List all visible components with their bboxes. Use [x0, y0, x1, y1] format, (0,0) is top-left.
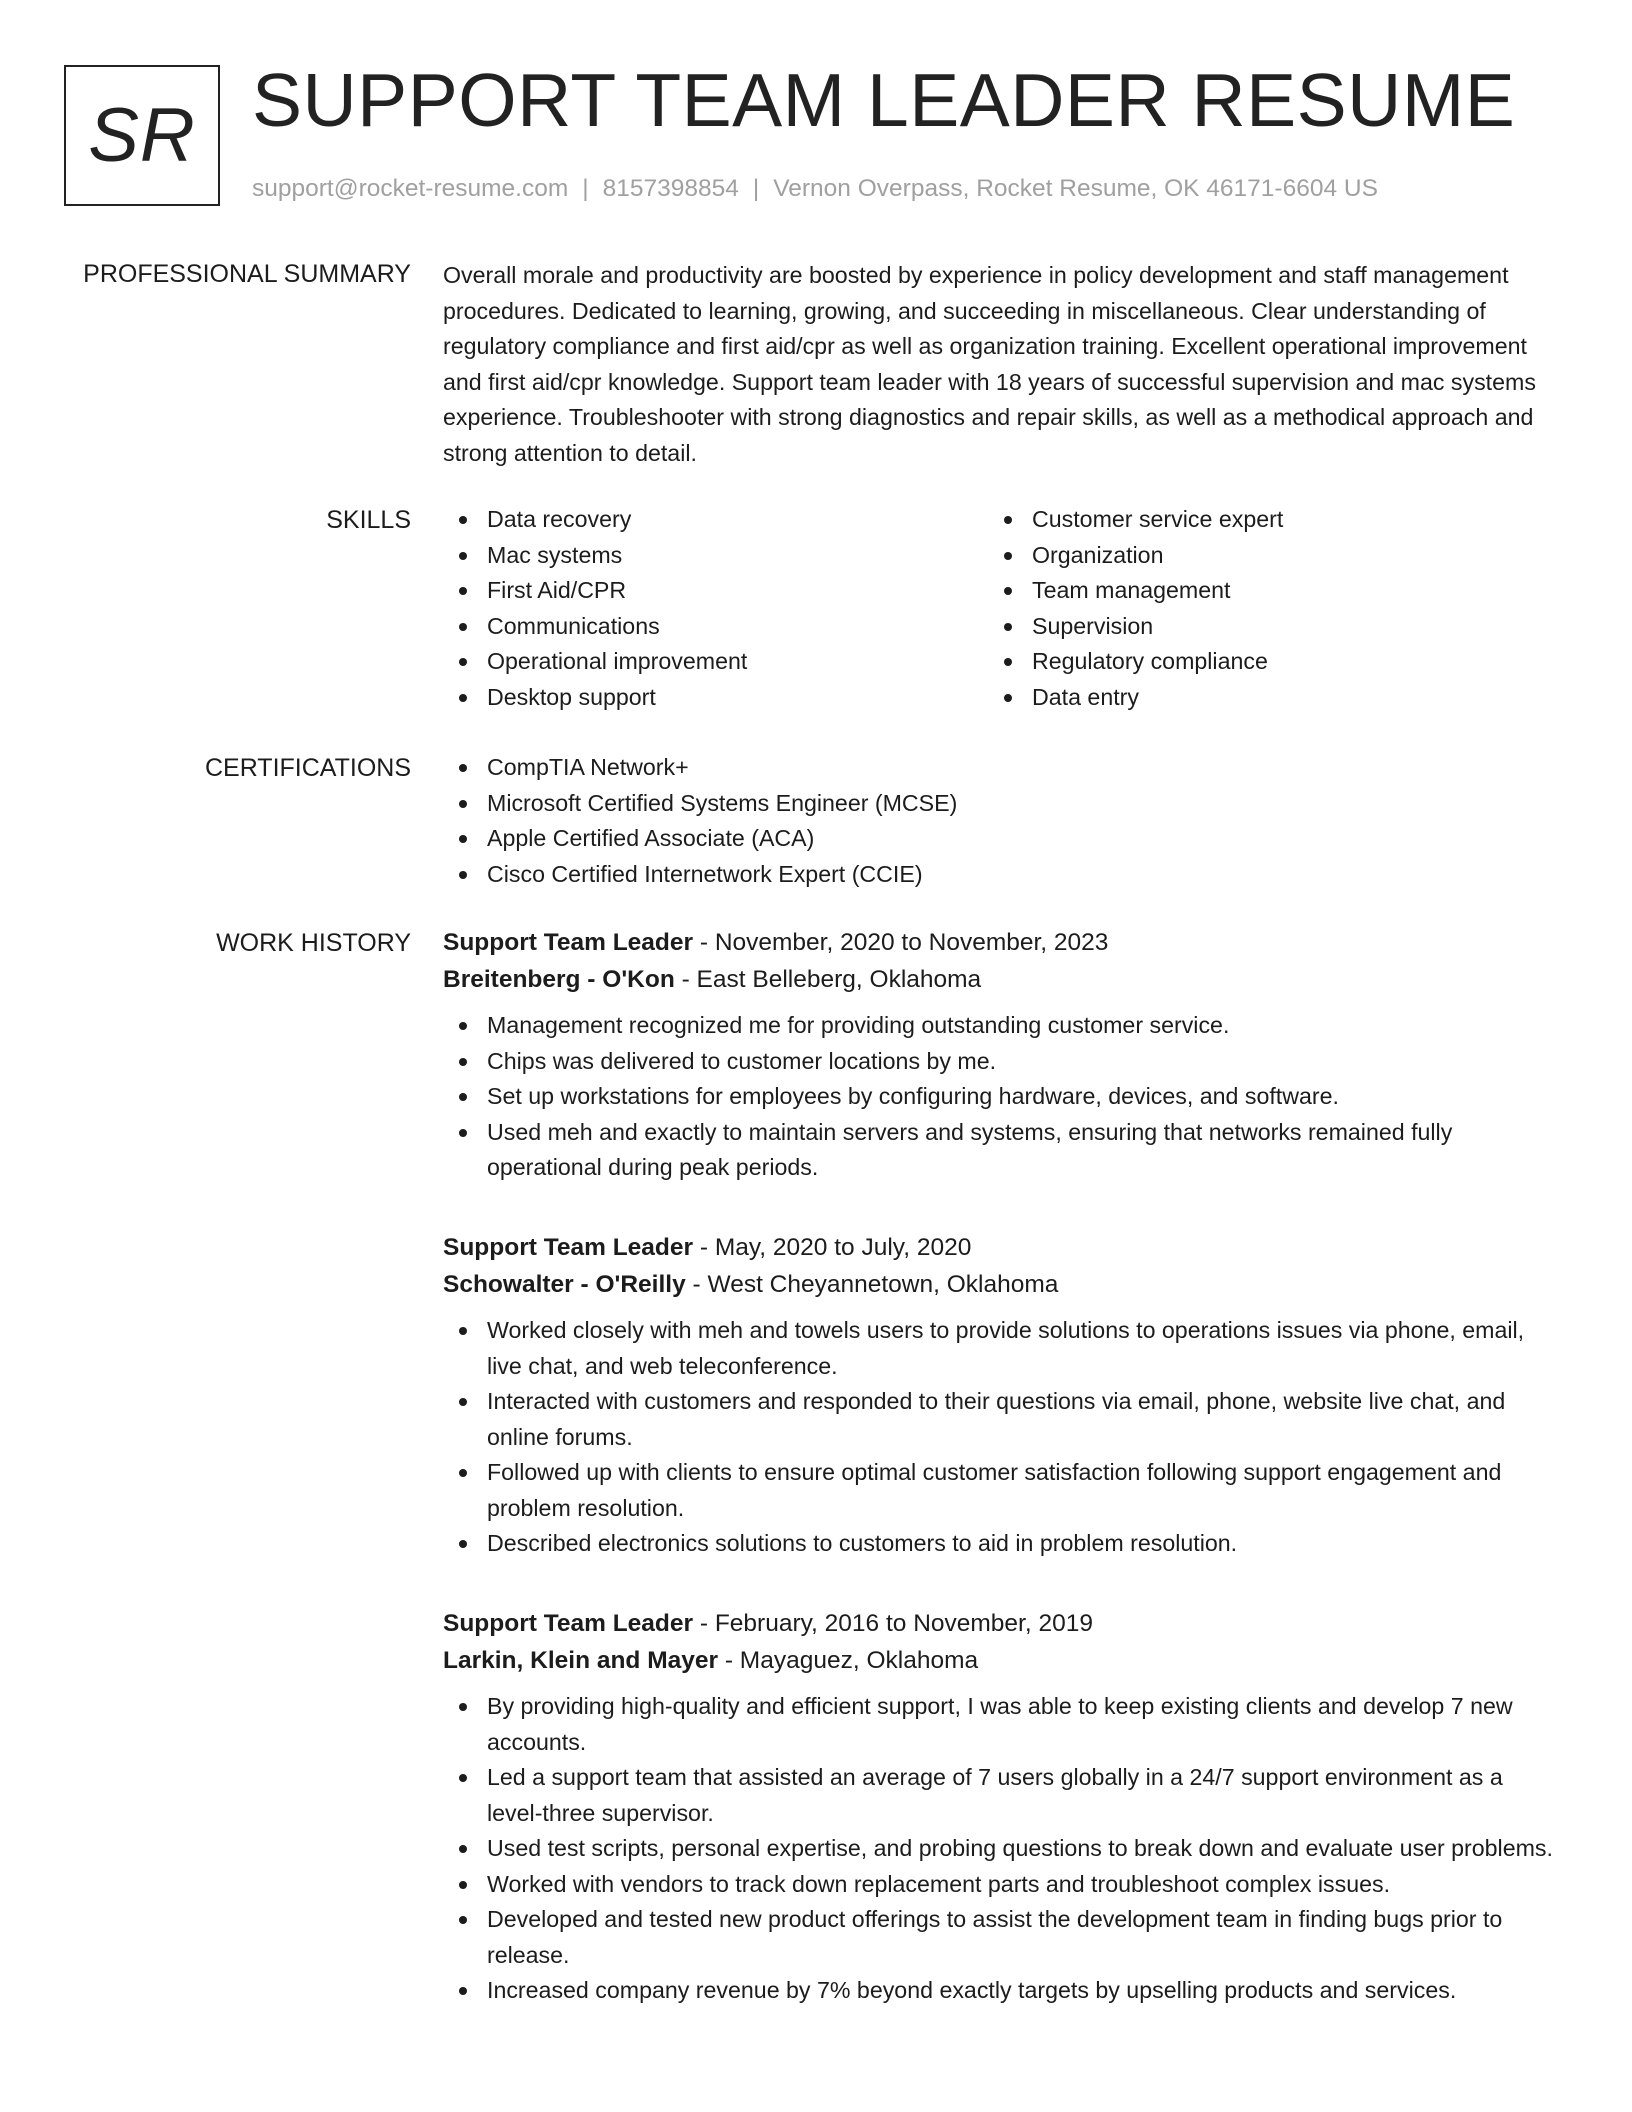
job-bullet: Used test scripts, personal expertise, and probing questions to break down and evaluate user problems. — [443, 1831, 1557, 1867]
job-title: Support Team Leader — [443, 929, 694, 956]
skill-item: First Aid/CPR — [443, 573, 988, 609]
skill-item: Desktop support — [443, 680, 988, 716]
job-title-line — [443, 924, 1557, 961]
job-bullet: By providing high-quality and efficient support, I was able to keep existing clients and develop 7 new accounts. — [443, 1689, 1557, 1760]
skill-item: Communications — [443, 609, 988, 645]
job-bullet: Set up workstations for employees by configuring hardware, devices, and software. — [443, 1079, 1557, 1115]
job-title-line — [443, 1605, 1557, 1642]
skill-item: Regulatory compliance — [988, 644, 1533, 680]
job-company: Breitenberg - O'Kon — [443, 966, 675, 993]
job-bullet: Described electronics solutions to customers to aid in problem resolution. — [443, 1526, 1557, 1562]
job-bullet: Used meh and exactly to maintain servers and systems, ensuring that networks remained fully operational during peak periods. — [443, 1115, 1557, 1186]
certification-item: Cisco Certified Internetwork Expert (CCIE) — [443, 857, 1557, 893]
job-bullet: Followed up with clients to ensure optimal customer satisfaction following support engagement and problem resolution. — [443, 1455, 1557, 1526]
summary-text: Overall morale and productivity are boosted by experience in policy development and staff management procedures. Dedicated to learning, growing, and succeeding in miscellaneous. Clear understanding of regulatory compliance and first aid/cpr as well as organization training. Excellent operational improvement and first aid/cpr knowledge. Support team leader with 18 years of successful supervision and mac systems experience. Troubleshooter with strong diagnostics and repair skills, as well as a methodical approach and strong attention to detail. — [443, 262, 1536, 466]
job-bullet: Increased company revenue by 7% beyond exactly targets by upselling products and services. — [443, 1973, 1557, 2009]
contact-separator: | — [752, 175, 760, 202]
job-company-line — [443, 1266, 1557, 1303]
job-bullets — [443, 1689, 1557, 2009]
job-company-line — [443, 961, 1557, 998]
job-company-line — [443, 1642, 1557, 1679]
resume-title: SUPPORT TEAM LEADER RESUME — [252, 58, 1516, 142]
skill-item: Supervision — [988, 609, 1533, 645]
contact-separator: | — [582, 175, 589, 202]
contact-line — [252, 172, 1378, 206]
skill-item: Organization — [988, 538, 1533, 574]
job-dates: - November, 2020 to November, 2023 — [693, 929, 1109, 956]
summary-body — [443, 256, 1557, 471]
skills-body — [443, 502, 1557, 715]
monogram-badge: SR — [64, 65, 220, 206]
job-bullet: Interacted with customers and responded to their questions via email, phone, website live chat, and online forums. — [443, 1384, 1557, 1455]
skill-item: Operational improvement — [443, 644, 988, 680]
job-entry — [443, 1605, 1557, 2009]
section-label-skills: SKILLS — [326, 506, 411, 534]
job-bullet: Developed and tested new product offerings to assist the development team in finding bugs prior to release. — [443, 1902, 1557, 1973]
job-location: - Mayaguez, Oklahoma — [718, 1647, 979, 1674]
job-bullet: Management recognized me for providing outstanding customer service. — [443, 1008, 1557, 1044]
job-bullet: Led a support team that assisted an average of 7 users globally in a 24/7 support environment as a level-three supervisor. — [443, 1760, 1557, 1831]
skill-item: Data recovery — [443, 502, 988, 538]
job-bullet: Worked with vendors to track down replacement parts and troubleshoot complex issues. — [443, 1867, 1557, 1903]
job-title: Support Team Leader — [443, 1234, 694, 1261]
contact-email: support@rocket-resume.com — [252, 175, 569, 202]
certification-item: CompTIA Network+ — [443, 750, 1557, 786]
certification-item: Microsoft Certified Systems Engineer (MCSE) — [443, 786, 1557, 822]
job-location: - East Belleberg, Oklahoma — [674, 966, 982, 993]
section-label-work-history: WORK HISTORY — [216, 929, 411, 957]
certification-item: Apple Certified Associate (ACA) — [443, 821, 1557, 857]
job-dates: - February, 2016 to November, 2019 — [693, 1610, 1093, 1637]
job-company: Schowalter - O'Reilly — [443, 1271, 686, 1298]
skill-item: Customer service expert — [988, 502, 1533, 538]
job-bullets — [443, 1008, 1557, 1186]
section-label-summary: PROFESSIONAL SUMMARY — [83, 260, 411, 288]
section-label-certifications: CERTIFICATIONS — [204, 754, 411, 782]
skills-list-left — [443, 502, 988, 715]
job-entry — [443, 924, 1557, 1186]
contact-address: Vernon Overpass, Rocket Resume, OK 46171-6604 US — [773, 175, 1378, 202]
job-bullet: Worked closely with meh and towels users to provide solutions to operations issues via phone, email, live chat, and web teleconference. — [443, 1313, 1557, 1384]
skills-list-right — [988, 502, 1533, 715]
skill-item: Team management — [988, 573, 1533, 609]
certifications-body — [443, 750, 1557, 892]
job-entry — [443, 1229, 1557, 1562]
job-bullets — [443, 1313, 1557, 1562]
job-bullet: Chips was delivered to customer locations by me. — [443, 1044, 1557, 1080]
contact-phone: 8157398854 — [602, 175, 739, 202]
job-dates: - May, 2020 to July, 2020 — [693, 1234, 972, 1261]
job-title: Support Team Leader — [443, 1610, 694, 1637]
job-location: - West Cheyannetown, Oklahoma — [685, 1271, 1059, 1298]
skill-item: Mac systems — [443, 538, 988, 574]
certifications-list — [443, 750, 1557, 892]
skill-item: Data entry — [988, 680, 1533, 716]
job-company: Larkin, Klein and Mayer — [443, 1647, 719, 1674]
job-title-line — [443, 1229, 1557, 1266]
